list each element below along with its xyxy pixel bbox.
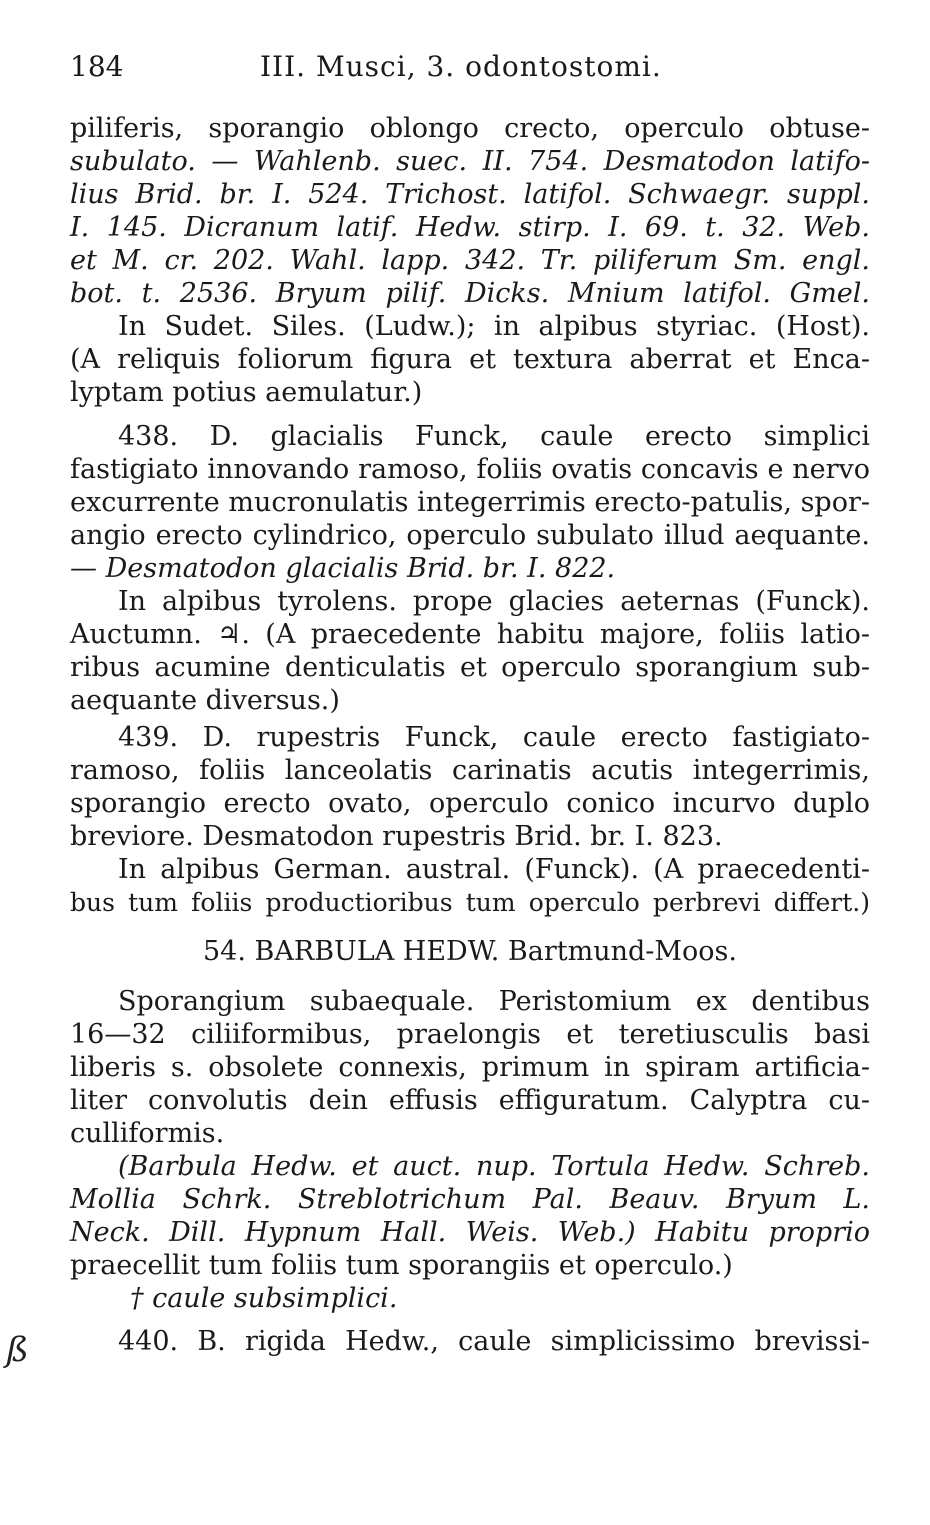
- genus-heading: 54. BARBULA HEDW. Bartmund-Moos.: [203, 936, 737, 967]
- text-line: 16—32 ciliiformibus, praelongis et teretiusculis basi: [70, 1019, 870, 1050]
- page-number: 184: [70, 50, 124, 83]
- text-line: (A reliquis foliorum figura et textura aberrat et Enca-: [70, 344, 870, 375]
- text-line: bus tum foliis productioribus tum operculo perbrevi differt.): [70, 888, 870, 917]
- text-line: In Sudet. Siles. (Ludw.); in alpibus styriac. (Host).: [118, 311, 870, 342]
- running-title: III. Musci, 3. odontostomi.: [260, 50, 662, 83]
- text-line: culliformis.: [70, 1118, 225, 1149]
- text-line: ribus acumine denticulatis et operculo sporangium sub-: [70, 652, 870, 683]
- text-line: excurrente mucronulatis integerrimis erecto-patulis, spor-: [70, 487, 870, 518]
- text-line: aequante diversus.): [70, 685, 340, 716]
- margin-annotation: ß: [6, 1330, 29, 1370]
- text-line: liter convolutis dein effusis effiguratum. Calyptra cu-: [70, 1085, 870, 1116]
- text-line: praecellit tum foliis tum sporangiis et operculo.): [70, 1250, 733, 1281]
- text-line: piliferis, sporangio oblongo crecto, operculo obtuse-: [70, 113, 870, 144]
- text-line: ramoso, foliis lanceolatis carinatis acutis integerrimis,: [70, 755, 870, 786]
- text-line: fastigiato innovando ramoso, foliis ovatis concavis e nervo: [70, 454, 870, 485]
- text-line: I. 145. Dicranum latif. Hedw. stirp. I. 69. t. 32. Web.: [70, 212, 870, 243]
- text-line: et M. cr. 202. Wahl. lapp. 342. Tr. piliferum Sm. engl.: [70, 245, 870, 276]
- text-line: Sporangium subaequale. Peristomium ex dentibus: [118, 986, 870, 1017]
- text-line: bot. t. 2536. Bryum pilif. Dicks. Mnium latifol. Gmel.: [70, 278, 870, 309]
- text-line: In alpibus German. austral. (Funck). (A praecedenti-: [118, 854, 870, 885]
- species-heading-439: 439. D. rupestris Funck, caule erecto fastigiato-: [118, 722, 870, 753]
- text-line: In alpibus tyrolens. prope glacies aeternas (Funck).: [118, 586, 870, 617]
- text-line: sporangio erecto ovato, operculo conico incurvo duplo: [70, 788, 870, 819]
- text-line: Mollia Schrk. Streblotrichum Pal. Beauv. Bryum L.: [70, 1184, 870, 1215]
- text-line: (Barbula Hedw. et auct. nup. Tortula Hedw. Schreb.: [118, 1151, 870, 1182]
- text-line: subulato. — Wahlenb. suec. II. 754. Desmatodon latifo-: [70, 146, 870, 177]
- text-line: breviore. Desmatodon rupestris Brid. br. I. 823.: [70, 821, 723, 852]
- text-line: lius Brid. br. I. 524. Trichost. latifol. Schwaegr. suppl.: [70, 179, 870, 210]
- species-heading-438: 438. D. glacialis Funck, caule erecto simplici: [118, 421, 870, 452]
- text-line: angio erecto cylindrico, operculo subulato illud aequante.: [70, 520, 870, 551]
- text-line: — Desmatodon glacialis Brid. br. I. 822.: [70, 553, 616, 584]
- page-header: [70, 50, 870, 90]
- subsection-heading: † caule subsimplici.: [130, 1283, 398, 1314]
- text-line: Neck. Dill. Hypnum Hall. Weis. Web.) Habitu proprio: [70, 1217, 870, 1248]
- species-heading-440: 440. B. rigida Hedw., caule simplicissimo brevissi-: [118, 1326, 870, 1357]
- text-line: Auctumn. ♃. (A praecedente habitu majore, foliis latio-: [70, 619, 870, 650]
- text-line: liberis s. obsolete connexis, primum in spiram artificia-: [70, 1052, 870, 1083]
- text-line: lyptam potius aemulatur.): [70, 377, 423, 408]
